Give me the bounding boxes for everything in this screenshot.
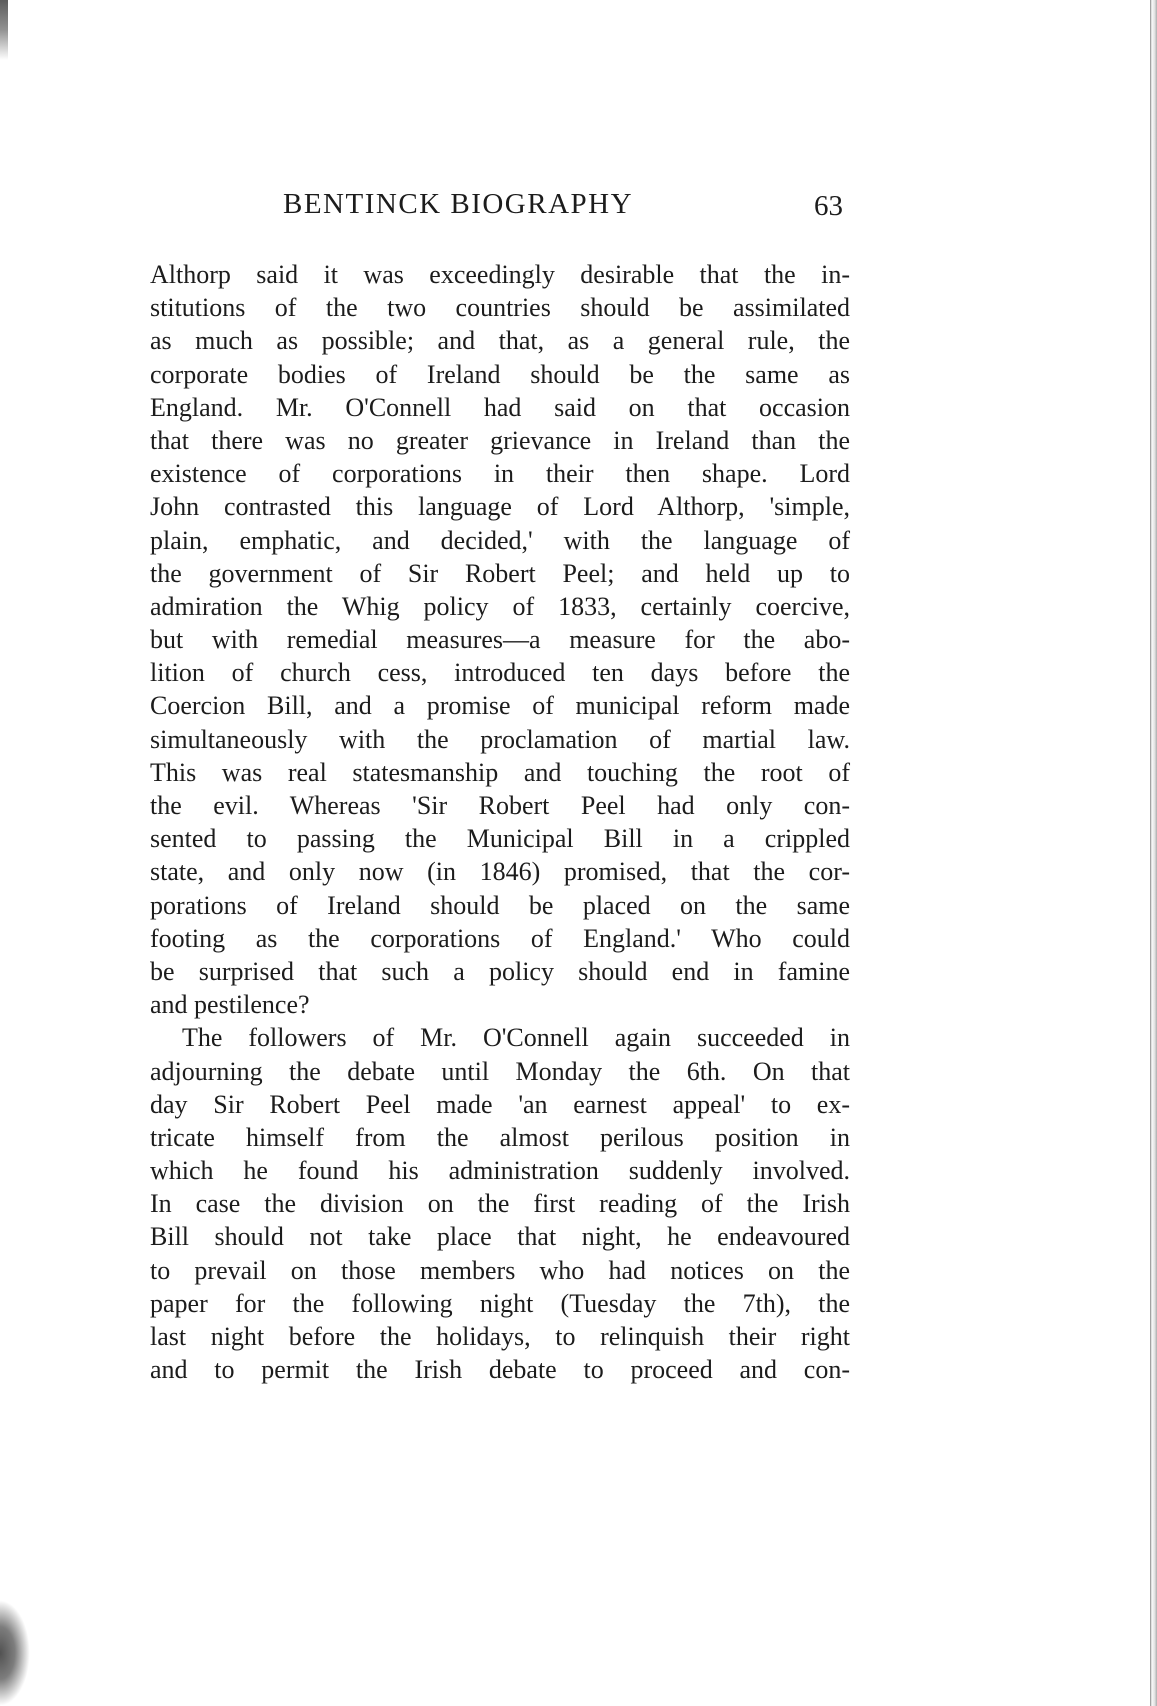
text-line: simultaneously with the proclamation of martial law. — [150, 724, 850, 754]
running-head: BENTINCK BIOGRAPHY — [283, 188, 634, 220]
text-line: admiration the Whig policy of 1833, certainly coercive, — [150, 591, 850, 621]
text-line: the government of Sir Robert Peel; and held up to — [150, 558, 850, 588]
scan-smudge-bottom-left — [0, 1600, 30, 1706]
text-line: which he found his administration suddenly involved. — [150, 1156, 850, 1186]
text-line: Althorp said it was exceedingly desirable that the in- — [150, 260, 850, 289]
text-line: but with remedial measures—a measure for the abo- — [150, 625, 850, 655]
text-line: day Sir Robert Peel made 'an earnest appeal' to ex- — [150, 1089, 850, 1119]
text-line: This was real statesmanship and touching the root of — [150, 757, 850, 787]
page-number: 63 — [814, 190, 843, 222]
text-line: sented to passing the Municipal Bill in a crippled — [150, 824, 850, 854]
text-line: Coercion Bill, and a promise of municipal reform made — [150, 691, 850, 721]
text-line: tricate himself from the almost perilous position in — [150, 1122, 850, 1152]
page-edge-shadow — [1151, 0, 1157, 1706]
text-line: the evil. Whereas 'Sir Robert Peel had only con- — [150, 791, 850, 820]
text-line: that there was no greater grievance in Ireland than the — [150, 425, 850, 455]
text-line: lition of church cess, introduced ten days before the — [150, 658, 850, 688]
text-line: paper for the following night (Tuesday the 7th), the — [150, 1288, 850, 1318]
page-header — [150, 188, 850, 228]
text-line: as much as possible; and that, as a general rule, the — [150, 326, 850, 356]
paragraph-start-line: The followers of Mr. O'Connell again succeeded in — [182, 1023, 850, 1053]
text-line: adjourning the debate until Monday the 6th. On that — [150, 1056, 850, 1086]
text-line: to prevail on those members who had notices on the — [150, 1255, 850, 1285]
paragraph-end-line: and pestilence? — [150, 990, 310, 1020]
text-line: and to permit the Irish debate to proceed and con- — [150, 1355, 850, 1385]
text-line: England. Mr. O'Connell had said on that occasion — [150, 392, 850, 422]
scan-smudge-top-left — [0, 0, 8, 60]
text-line: existence of corporations in their then shape. Lord — [150, 459, 850, 489]
body-text — [150, 258, 850, 1386]
text-line: footing as the corporations of England.' Who could — [150, 923, 850, 953]
text-line: John contrasted this language of Lord Althorp, 'simple, — [150, 492, 850, 522]
text-line: stitutions of the two countries should be assimilated — [150, 293, 850, 323]
text-line: porations of Ireland should be placed on the same — [150, 890, 850, 920]
text-line: last night before the holidays, to relinquish their right — [150, 1322, 850, 1351]
text-line: In case the division on the first reading of the Irish — [150, 1189, 850, 1219]
text-line: plain, emphatic, and decided,' with the language of — [150, 525, 850, 555]
text-line: state, and only now (in 1846) promised, that the cor- — [150, 857, 850, 887]
text-line: be surprised that such a policy should end in famine — [150, 956, 850, 986]
text-line: corporate bodies of Ireland should be the same as — [150, 359, 850, 389]
text-line: Bill should not take place that night, he endeavoured — [150, 1222, 850, 1252]
